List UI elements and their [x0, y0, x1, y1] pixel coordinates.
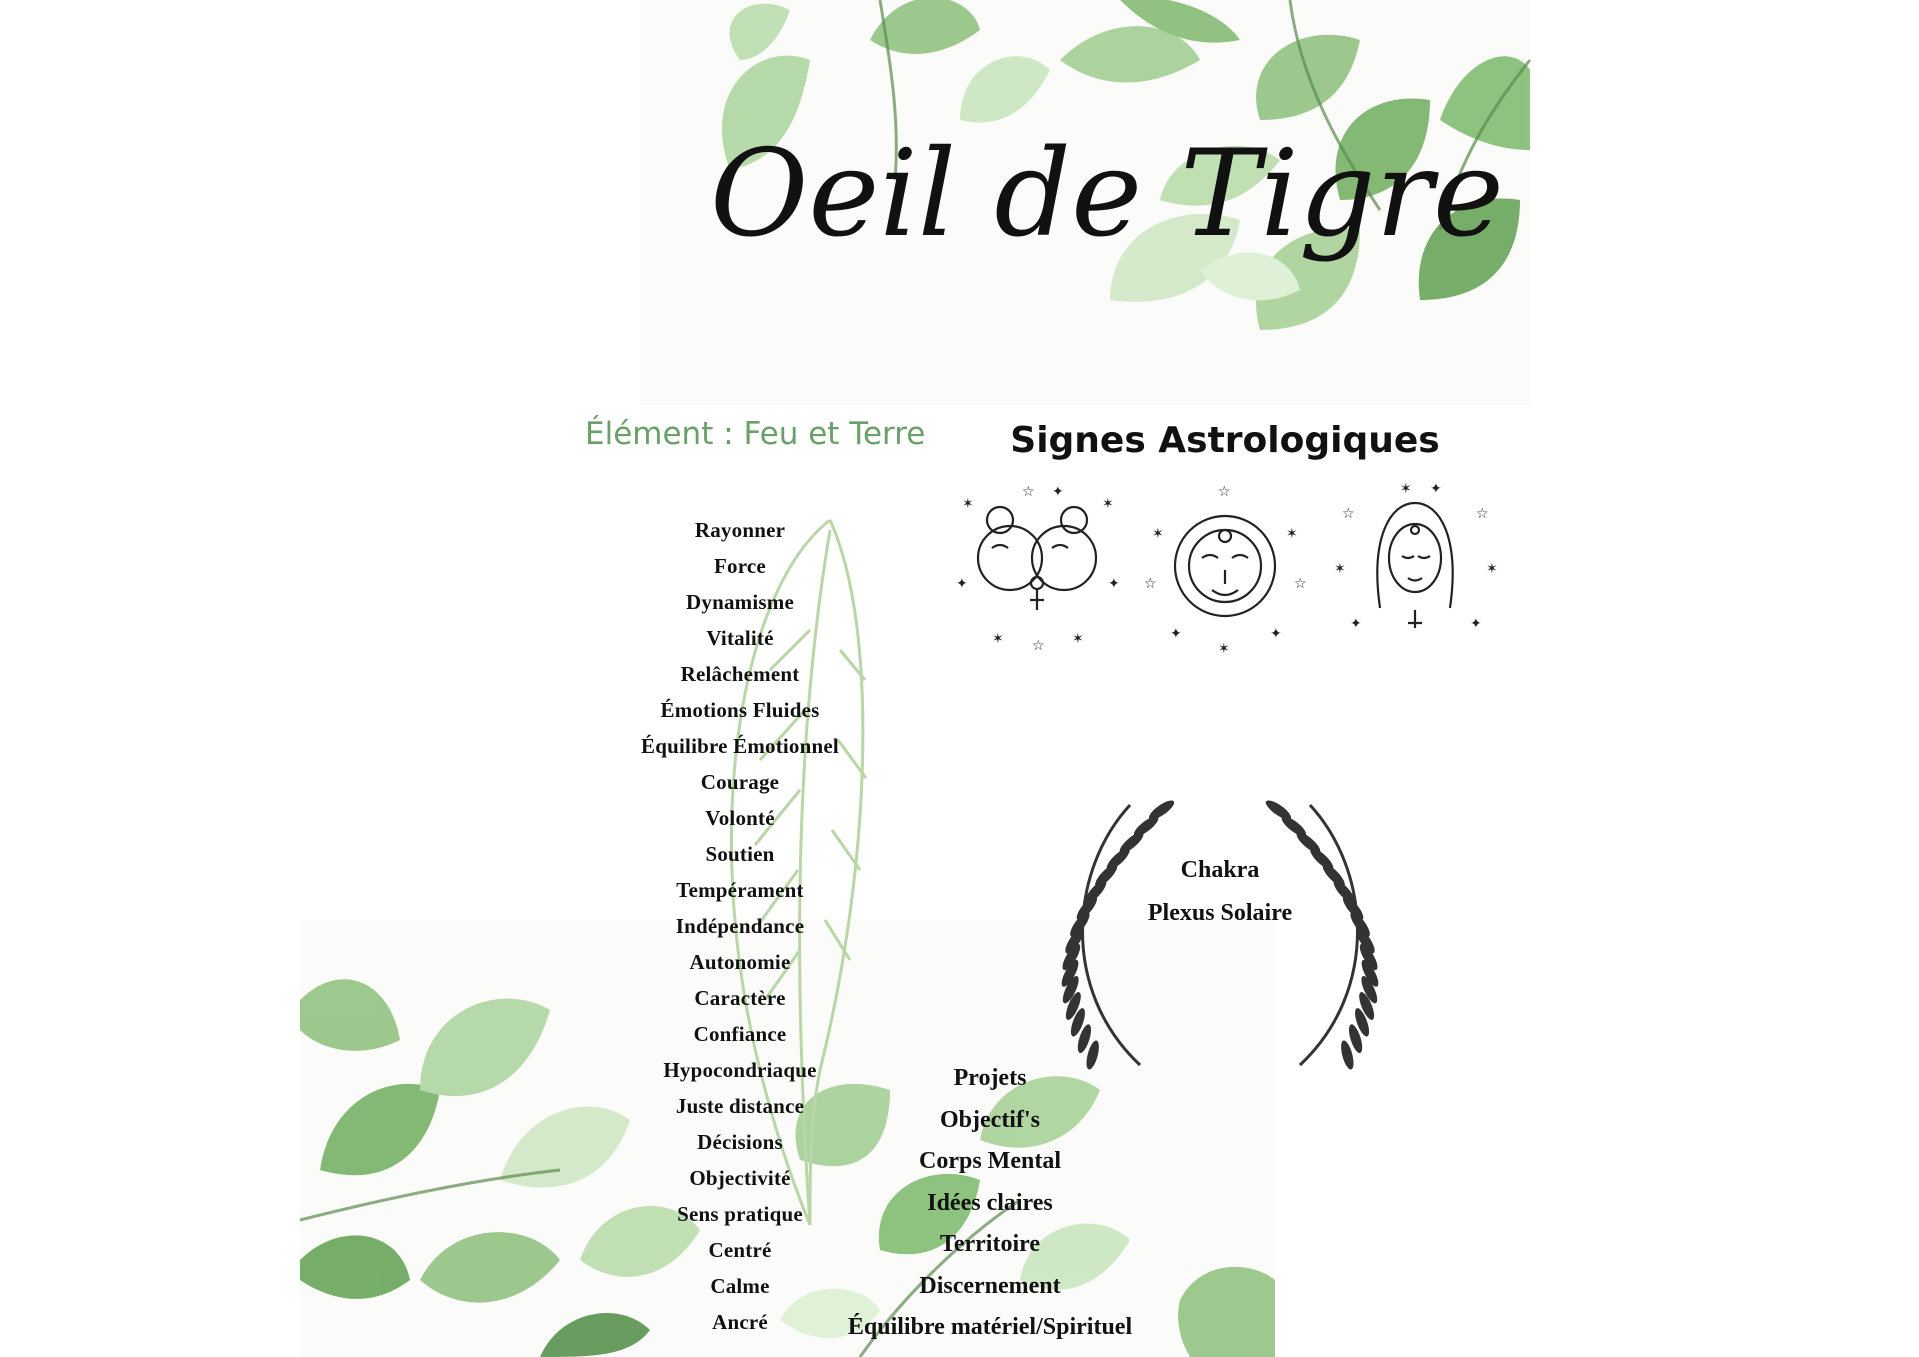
list-item: Volonté	[705, 806, 775, 830]
list-item: Dynamisme	[686, 590, 794, 614]
list-item: Vitalité	[706, 626, 774, 650]
element-label: Élément : Feu et Terre	[585, 416, 926, 452]
list-item: Relâchement	[680, 662, 800, 686]
list-item: Sens pratique	[677, 1202, 803, 1226]
svg-text:✶: ✶	[1072, 631, 1084, 647]
laurel-wreath-icon	[1050, 790, 1390, 1080]
svg-text:✶: ✶	[1400, 481, 1412, 497]
svg-text:✶: ✶	[962, 496, 974, 512]
svg-text:✦: ✦	[1108, 576, 1120, 592]
svg-text:☆: ☆	[1032, 638, 1045, 654]
list-item: Objectif's	[940, 1106, 1040, 1133]
svg-text:☆: ☆	[1476, 506, 1489, 522]
svg-text:✶: ✶	[992, 631, 1004, 647]
list-item: Autonomie	[689, 950, 791, 974]
list-item: Caractère	[694, 986, 786, 1010]
svg-text:☆: ☆	[1144, 576, 1157, 592]
list-item: Émotions Fluides	[660, 698, 820, 722]
list-item: Centré	[708, 1238, 772, 1262]
svg-text:✶: ✶	[1334, 561, 1346, 577]
list-item: Équilibre matériel/Spirituel	[847, 1314, 1133, 1340]
svg-text:☆: ☆	[1022, 484, 1035, 500]
svg-text:✦: ✦	[1470, 616, 1482, 632]
mental-list	[800, 1058, 1180, 1349]
list-item: Corps Mental	[919, 1148, 1061, 1174]
list-item: Soutien	[705, 842, 775, 866]
list-item: Territoire	[940, 1231, 1040, 1257]
list-item: Tempérament	[676, 878, 804, 902]
leo-icon	[1140, 478, 1310, 658]
list-item: Force	[714, 554, 766, 578]
list-item: Décisions	[697, 1130, 783, 1154]
list-item: Discernement	[919, 1272, 1061, 1299]
svg-text:✦: ✦	[1270, 626, 1282, 642]
page-title	[700, 95, 1504, 295]
list-item: Hypocondriaque	[663, 1058, 817, 1082]
list-item: Projets	[953, 1065, 1027, 1091]
list-item: Rayonner	[694, 518, 786, 542]
virgo-icon	[1330, 478, 1500, 658]
svg-text:✦: ✦	[956, 576, 968, 592]
svg-text:✶: ✶	[1102, 496, 1114, 512]
list-item: Courage	[700, 770, 780, 794]
chakra-label: Chakra	[1180, 857, 1260, 883]
list-item: Ancré	[712, 1310, 768, 1334]
svg-text:☆: ☆	[1342, 506, 1355, 522]
page-title-text: Oeil de Tigre	[710, 125, 1504, 264]
list-item: Calme	[710, 1274, 770, 1298]
svg-text:✶: ✶	[1486, 561, 1498, 577]
chakra-name: Plexus Solaire	[1147, 900, 1293, 926]
list-item: Objectivité	[689, 1166, 791, 1190]
svg-text:✦: ✦	[1430, 481, 1442, 497]
list-item: Indépendance	[675, 914, 805, 938]
svg-text:✦: ✦	[1170, 626, 1182, 642]
svg-text:☆: ☆	[1294, 576, 1307, 592]
list-item: Idées claires	[927, 1189, 1053, 1216]
list-item: Confiance	[693, 1022, 787, 1046]
svg-text:✶: ✶	[1218, 641, 1230, 657]
list-item: Équilibre Émotionnel	[641, 734, 839, 758]
svg-text:✶: ✶	[1152, 526, 1164, 542]
svg-text:✦: ✦	[1350, 616, 1362, 632]
list-item: Juste distance	[675, 1094, 805, 1118]
svg-text:☆: ☆	[1218, 484, 1231, 500]
gemini-icon	[952, 478, 1122, 658]
svg-text:✦: ✦	[1052, 484, 1064, 500]
signs-heading: Signes Astrologiques	[1010, 420, 1440, 461]
svg-text:✶: ✶	[1286, 526, 1298, 542]
